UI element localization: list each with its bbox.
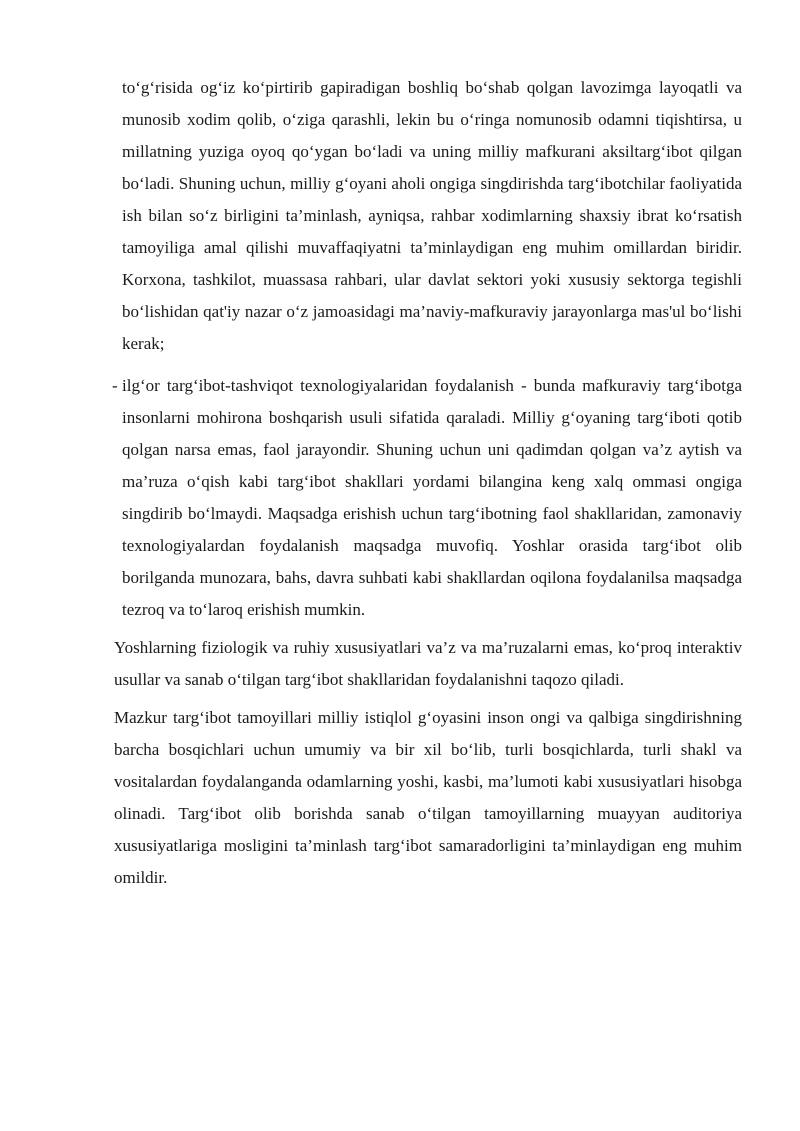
- continued-paragraph: to‘g‘risida og‘iz ko‘pirtirib gapiradigan boshliq bo‘shab qolgan lavozimga layoqatli va munosib xodim qolib, o‘ziga qarashli, lekin bu o‘ringa nomunosib odamni tiqishtirsa, u millatning yuziga oyoq qo‘ygan bo‘ladi va uning milliy mafkurani aksiltarg‘ibot qilgan bo‘ladi. Shuning uchun, milliy g‘oyani aholi ongiga singdirishda targ‘ibotchilar faoliyatida ish bilan so‘z birligini ta’minlash, ayniqsa, rahbar xodimlarning shaxsiy ibrat ko‘rsatish tamoyiliga amal qilishi muvaffaqiyatni ta’minlaydigan eng muhim omillardan biridir. Korxona, tashkilot, muassasa rahbari, ular davlat sektori yoki xususiy sektorga tegishli bo‘lishidan qat'iy nazar o‘z jamoasidagi ma’naviy-mafkuraviy jarayonlarga mas'ul bo‘lishi kerak;: [122, 78, 742, 353]
- paragraph-principles: Mazkur targ‘ibot tamoyillari milliy istiqlol g‘oyasini inson ongi va qalbiga singdirishning barcha bosqichlari uchun umumiy va bir xil bo‘lib, turli bosqichlarda, turli shakl va vositalardan foydalanganda odamlarning yoshi, kasbi, ma’lumoti kabi xususiyatlari hisobga olinadi. Targ‘ibot olib borishda sanab o‘tilgan tamoyillarning muayyan auditoriya xususiyatlariga mosligini ta’minlash targ‘ibot samaradorligini ta’minlaydigan eng muhim omildir.: [114, 708, 742, 887]
- paragraph-youth: Yoshlarning fiziologik va ruhiy xususiyatlari va’z va ma’ruzalarni emas, ko‘proq interaktiv usullar va sanab o‘tilgan targ‘ibot shakllaridan foydalanishni taqozo qiladi.: [114, 638, 742, 689]
- list-item: [114, 370, 742, 626]
- page-body: [114, 72, 742, 894]
- bullet-marker: -: [112, 376, 118, 395]
- list-item-text: ilg‘or targ‘ibot-tashviqot texnologiyalaridan foydalanish - bunda mafkuraviy targ‘ibotga insonlarni mohirona boshqarish usuli sifatida qaraladi. Milliy g‘oyaning targ‘iboti qotib qolgan narsa emas, faol jarayondir. Shuning uchun uni qadimdan qolgan va’z aytish va ma’ruza o‘qish kabi targ‘ibot shakllari yordami bilangina keng xalq ommasi ongiga singdirib bo‘lmaydi. Maqsadga erishish uchun targ‘ibotning faol shakllaridan, zamonaviy texnologiyalardan foydalanish maqsadga muvofiq. Yoshlar orasida targ‘ibot olib borilganda munozara, bahs, davra suhbati kabi shakllardan oqilona foydalanilsa maqsadga tezroq va to‘laroq erishish mumkin.: [122, 376, 742, 619]
